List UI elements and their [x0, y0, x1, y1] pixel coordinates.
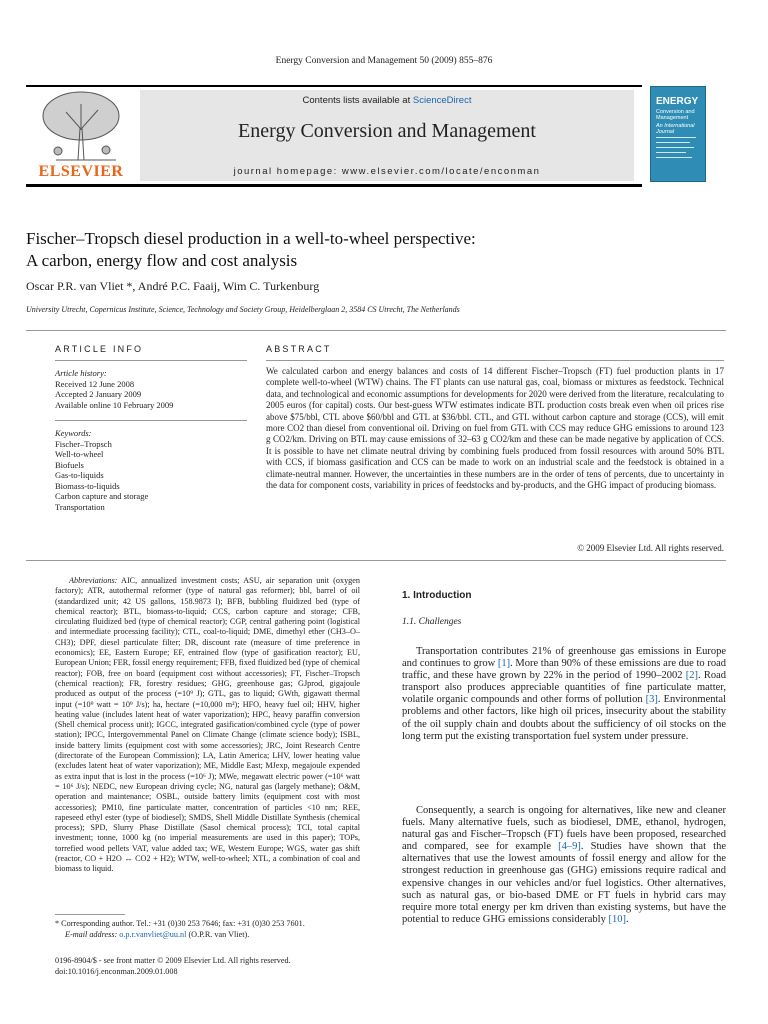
footnote [55, 919, 385, 940]
abbreviations-block [55, 576, 360, 875]
history-online: Available online 10 February 2009 [55, 399, 174, 410]
article-authors: Oscar P.R. van Vliet *, André P.C. Faaij, Wim C. Turkenburg [26, 279, 320, 293]
email-label: E-mail address: [65, 929, 120, 939]
reference-link[interactable]: [10] [608, 913, 626, 925]
article-history [55, 368, 245, 410]
paragraph-text: . More than 90% of these emissions are due to road traffic, and these have grown by 22% in the period of 1990–2002 [402, 658, 726, 682]
keywords-list [55, 428, 245, 512]
history-accepted: Accepted 2 January 2009 [55, 389, 142, 399]
email-line [55, 930, 385, 941]
publisher-logo-text: ELSEVIER [38, 163, 124, 180]
divider [266, 360, 724, 361]
intro-paragraph-1 [402, 646, 726, 743]
divider [26, 560, 726, 561]
history-label: Article history: [55, 368, 107, 378]
contents-prefix: Contents lists available at [302, 95, 413, 106]
article-title-line2: A carbon, energy flow and cost analysis [26, 251, 298, 270]
paragraph-text: . Road transport also produces appreciable quantities of fine particulate matter, volatile organic compounds and other forms of pollution [402, 670, 726, 706]
keyword: Transportation [55, 501, 105, 512]
author-affiliation: University Utrecht, Copernicus Institute, Science, Technology and Society Group, Heidelberglaan 2, 3584 CS Utrecht, The Netherlands [26, 305, 460, 314]
email-link[interactable]: o.p.r.vanvliet@uu.nl [119, 929, 187, 939]
header-bottom-rule [26, 184, 642, 187]
article-title [26, 228, 726, 272]
reference-link[interactable]: [2] [685, 670, 698, 682]
abstract-text: We calculated carbon and energy balances and costs of 14 different Fischer–Tropsch (FT) fuel production plants in 17 complete well-to-wheel (WTW) chains. The FT plants can use natural gas, coal, biomass or mixtures as feedstock. Technical data, and technological and economic assumptions for developments for 2020 were derived from the literature, recalculating to 2005 euros (for capital) costs. Our best-guess WTW estimates indicate BTL production costs break even when oil prices rise above $75/bbl, CTL above $60/bbl and GTL at $36/bbl. CTL, and GTL without carbon capture and storage (CCS), will emit more CO2 than diesel from conventional oil. Driving on fuel from GTL with CCS may reduce GHG emissions to around 123 g CO2/km. Driving on BTL may cause emissions of 32–63 g CO2/km and these can be made negative by application of CCS. It is possible to have net climate neutral driving by combining fuels produced from fossil resources with around 50% BTL with CCS, if biomass gasification and CCS can be made to work on an industrial scale and the feedstock is obtained in a climate-neutral manner. However, the uncertainties in these numbers are in the order of tens of percents, due to uncertainty in the data for component costs, variability in prices of feedstocks and by-products, and the GHG impact of producing biomass. [266, 366, 724, 491]
section-heading: 1. Introduction [402, 590, 472, 601]
footnote-rule [55, 914, 125, 915]
keyword: Gas-to-liquids [55, 470, 104, 480]
journal-title: Energy Conversion and Management [238, 120, 536, 142]
abbreviations-label: Abbreviations: [69, 576, 118, 585]
email-suffix: (O.P.R. van Vliet). [186, 929, 250, 939]
keyword: Carbon capture and storage [55, 491, 149, 501]
reference-link[interactable]: [1] [497, 658, 511, 670]
history-received: Received 12 June 2008 [55, 378, 135, 389]
paragraph-text: . [625, 913, 629, 925]
cover-line [656, 157, 692, 158]
subsection-heading: 1.1. Challenges [402, 617, 462, 627]
corresponding-author: * Corresponding author. Tel.: +31 (0)30 253 7646; fax: +31 (0)30 253 7601. [55, 919, 305, 928]
paragraph-text: Transportation contributes 21% of greenhouse gas emissions in Europe and continues to grow [402, 646, 726, 670]
divider [55, 420, 247, 421]
keywords-label: Keywords: [55, 428, 92, 438]
cover-line [656, 137, 696, 138]
contents-available [140, 95, 634, 106]
journal-homepage[interactable]: journal homepage: www.elsevier.com/locate/enconman [233, 166, 541, 177]
reference-link[interactable]: [3] [645, 694, 658, 706]
issn-doi [55, 955, 385, 977]
cover-subtitle: Conversion and Management [656, 109, 695, 121]
sciencedirect-link[interactable]: ScienceDirect [412, 95, 472, 106]
cover-tagline: An International Journal [656, 123, 695, 135]
abstract-copyright: © 2009 Elsevier Ltd. All rights reserved. [577, 543, 724, 553]
keyword: Well-to-wheel [55, 449, 104, 459]
cover-line [656, 152, 686, 153]
article-info-heading: ARTICLE INFO [55, 344, 144, 354]
keyword: Biomass-to-liquids [55, 480, 120, 491]
keyword: Biofuels [55, 459, 84, 470]
paragraph-text: . Studies have shown that the alternatives that use the lowest amounts of fossil energy and allow for the strongest reduction in greenhouse gas (GHG) emissions require radical and expensive changes in our vehicles and/or fuel logistics. Other alternatives, such as natural gas, or bio-based DME or FT fuels in hybrid cars may require more total energy per km driven than existing systems, but have the potential to reduce GHG emissions considerably [402, 841, 726, 925]
abbreviations-text: AIC, annualized investment costs; ASU, air separation unit (oxygen factory); ATR, autothermal reformer (type of natural gas reformer); bbl, barrel of oil (standardized unit; 42 US gallons, 158.9873 l); BFB, bubbling fluidized bed (type of chemical reactor); BTL, biomass-to-liquid; CCS, carbon capture and storage; CFB, circulating fluidized bed (type of chemical reactor); CGP, central gathering point (logistical and intermediate processing facility); CTL, coal-to-liquid; DME, dimethyl ether (CH3–O–CH3); DPF, diesel particulate filter; DR, discount rate (measure of time preference in economics); EE, Eastern Europe; EF, entrained flow (type of gasification reactor); EU, European Union; FER, fossil energy requirement; FFB, fixed fluidized bed (type of chemical reactor); FOB, free on board (equipment cost without accessories); FT, Fischer–Tropsch (chemical reaction); FR, forestry residues; GHG, greenhouse gas; GJprod, gigajoule produced as output of the process (=10⁹ J); GTL, gas to liquid; GWth, gigawatt thermal input (=10⁹ watt = 10⁹ J/s); ha, hectare (=10,000 m²); HFO, heavy fuel oil; HHV, higher heating value (includes latent heat of water vaporization); HPC, heavy paraffin conversion (Shell chemical process unit); IGCC, integrated gasification/combined cycle (type of power station); IPCC, Intergovernmental Panel on Climate Change (climate science body); ISBL, inside battery limits (equipment cost with some accessories); JRC, Joint Research Centre (directorate of the European Commission); LA, Latin America; LHV, lower heating value (excludes latent heat of water vaporization); ME, Middle East; MJexp, megajoule expended as extra input that is lost in the process (=10⁶ J); MWe, megawatt electric power (=10⁶ watt = 10⁶ J/s); NEDC, new European driving cycle; NG, natural gas (largely methane); O&M, operation and maintenance; OSBL, outside battery limits (equipment cost with most accessories); PM10, fine particulate matter, concentration of particles <10 nm; REE, rapeseed ethyl ester (type of biodiesel); SMDS, Shell Middle Distillate Synthesis (chemical process); SPD, Slurry Phase Distillate (Sasol chemical process); TCI, total capital investment; tonne, 1000 kg (no imperial measurements are used in this paper); TOPs, torrefied wood pellets VAT, value added tax; WE, Western Europe; WGS, water gas shift (reactor, CO + H2O ↔ CO2 + H2); WTW, well-to-wheel; XTL, a combination of coal and biomass to liquid. [55, 576, 360, 874]
cover-line [656, 147, 694, 148]
paragraph-text: . Environmental problems and other factors, like high oil prices, insecurity about the stability of the oil supply chain and doubts about the sufficiency of oil stocks on the long term put the existing transportation fuel system under pressure. [402, 694, 726, 742]
intro-paragraph-2 [402, 805, 726, 926]
journal-citation: Energy Conversion and Management 50 (2009) 855–876 [275, 56, 493, 66]
divider [55, 360, 247, 361]
cover-title: ENERGY [656, 96, 699, 107]
paragraph-text: Consequently, a search is ongoing for alternatives, like new and cleaner fuels. Many alternative fuels, such as biodiesel, DME, ethanol, hydrogen, natural gas and Fischer–Tropsch (FT) fuels have been proposed, researched and compared, see for example [402, 805, 726, 853]
keyword: Fischer–Tropsch [55, 438, 112, 449]
journal-cover-image [650, 86, 706, 182]
issn-line: 0196-8904/$ - see front matter © 2009 Elsevier Ltd. All rights reserved. [55, 956, 291, 965]
divider [26, 330, 726, 331]
abstract-heading: ABSTRACT [266, 344, 332, 354]
cover-line [656, 142, 690, 143]
article-title-line1: Fischer–Tropsch diesel production in a well-to-wheel perspective: [26, 229, 476, 248]
doi-line: doi:10.1016/j.enconman.2009.01.008 [55, 967, 178, 976]
reference-link[interactable]: [4–9] [558, 841, 581, 853]
